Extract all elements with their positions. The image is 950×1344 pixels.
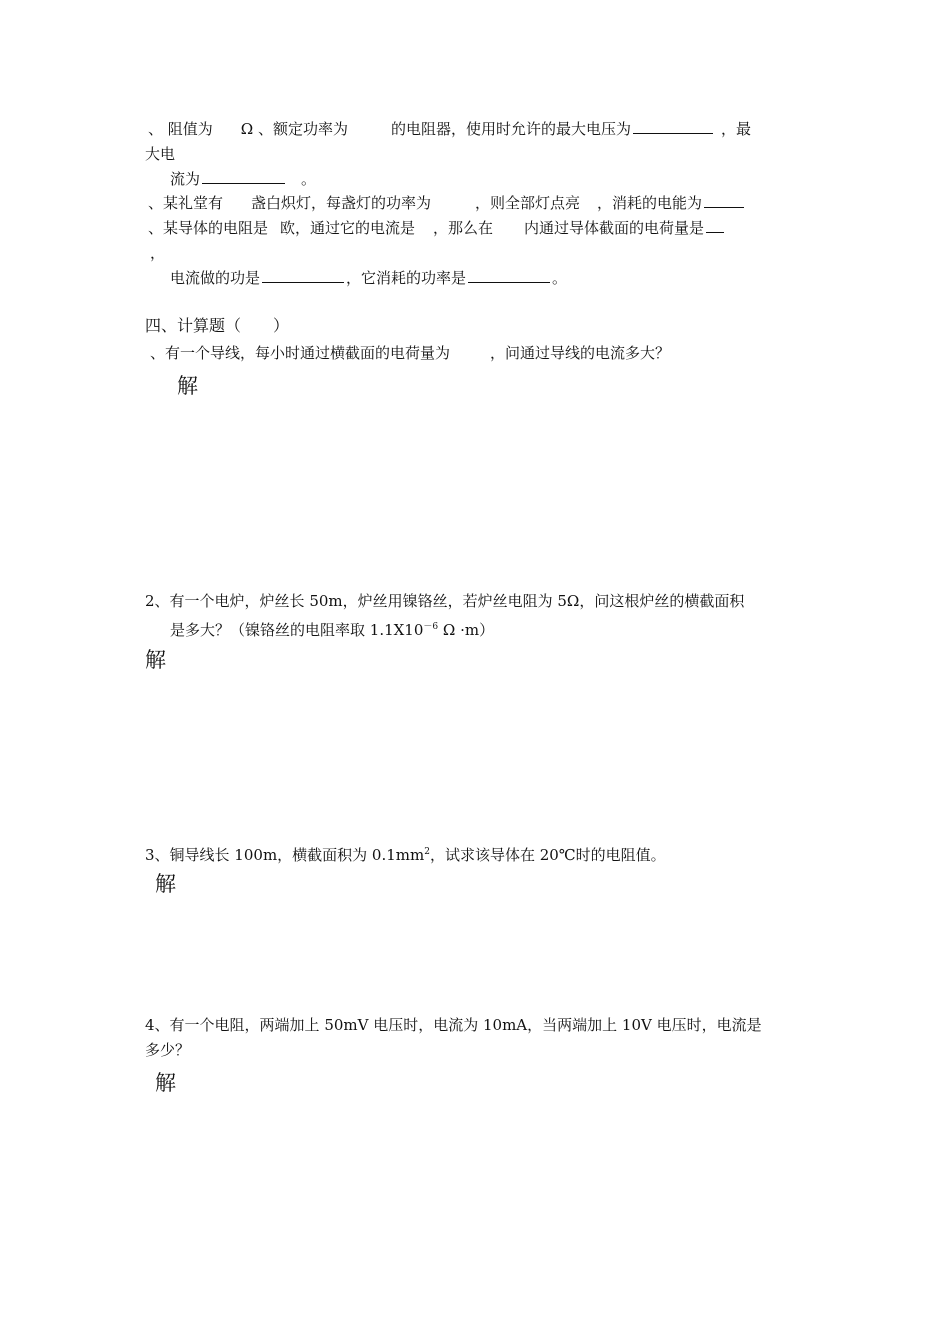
q1-text-f: 流为 bbox=[170, 170, 201, 188]
q3-text-h: 。 bbox=[552, 269, 568, 287]
q2-text-c: ，则全部灯点亮 bbox=[475, 194, 581, 212]
q1-text-d: ，最 bbox=[721, 120, 752, 138]
p2-line2a: 是多大？（镍铬丝的电阻率取 1.1X10 bbox=[170, 621, 424, 639]
problem-4-solution-label: 解 bbox=[155, 1071, 176, 1095]
fill-in-q3-line2 bbox=[150, 243, 165, 263]
fill-in-q1-line3 bbox=[170, 169, 316, 189]
problem-3-solution-label: 解 bbox=[155, 872, 176, 896]
q1-text-g: 。 bbox=[301, 170, 317, 188]
problem-2-line1: 2、有一个电炉，炉丝长 50m，炉丝用镍铬丝，若炉丝电阻为 5Ω，问这根炉丝的横截面积 bbox=[145, 592, 745, 610]
p3-text-a: 3、铜导线长 100m，横截面积为 0.1mm bbox=[145, 846, 425, 864]
q2-text-b: 盏白炽灯，每盏灯的功率为 bbox=[251, 194, 432, 212]
q3-text-d: 内通过导体截面的电荷量是 bbox=[524, 219, 705, 237]
problem-1-solution-label: 解 bbox=[177, 374, 198, 398]
problem-4-line1: 4、有一个电阻，两端加上 50mV 电压时，电流为 10mA，当两端加上 10V 电压时，电流是 bbox=[145, 1016, 762, 1034]
q3-text-a: 、某导体的电阻是 bbox=[148, 219, 269, 237]
q3-text-g: ，它消耗的功率是 bbox=[346, 269, 467, 287]
problem-1-text bbox=[150, 343, 670, 363]
fill-in-q1-line2 bbox=[145, 144, 175, 164]
q2-text-d: ，消耗的电能为 bbox=[597, 194, 703, 212]
p3-text-b: ，试求该导体在 20℃时的电阻值。 bbox=[429, 846, 666, 864]
p3-exponent: 2 bbox=[424, 847, 430, 857]
problem-2-line2 bbox=[170, 617, 494, 640]
q3-text-b: 欧，通过它的电流是 bbox=[280, 219, 416, 237]
fill-in-q2-line bbox=[148, 193, 746, 213]
problem-3-text bbox=[145, 842, 666, 865]
q1-text-c: 的电阻器，使用时允许的最大电压为 bbox=[391, 120, 632, 138]
section-4-title: 四、计算题（ ） bbox=[145, 316, 290, 335]
q1-text-b: Ω 、额定功率为 bbox=[240, 120, 348, 138]
q3-text-f: 电流做的功是 bbox=[170, 269, 261, 287]
q1-blank-max-current[interactable] bbox=[202, 169, 285, 184]
p2-line2b: Ω ·m） bbox=[438, 621, 495, 639]
p1-text-a: 、有一个导线，每小时通过横截面的电荷量为 bbox=[150, 344, 451, 362]
p2-exponent: －6 bbox=[423, 622, 439, 632]
fill-in-q1-line1 bbox=[148, 119, 751, 139]
q2-text-a: 、某礼堂有 bbox=[148, 194, 224, 212]
q1-blank-max-voltage[interactable] bbox=[633, 119, 713, 134]
q3-blank-work[interactable] bbox=[262, 268, 344, 283]
q3-text-e: ， bbox=[150, 244, 166, 262]
q2-blank-energy[interactable] bbox=[704, 193, 744, 208]
problem-4-line2: 多少？ bbox=[145, 1041, 191, 1059]
fill-in-q3-line3 bbox=[170, 268, 567, 288]
q3-text-c: ，那么在 bbox=[433, 219, 494, 237]
fill-in-q3-line1 bbox=[148, 218, 726, 238]
q3-blank-power[interactable] bbox=[468, 268, 550, 283]
q1-text-a: 、 阻值为 bbox=[148, 120, 213, 138]
problem-2-solution-label: 解 bbox=[145, 648, 166, 672]
p1-text-b: ，问通过导线的电流多大？ bbox=[490, 344, 671, 362]
q1-text-e: 大电 bbox=[145, 145, 176, 163]
q3-blank-charge[interactable] bbox=[706, 218, 724, 233]
